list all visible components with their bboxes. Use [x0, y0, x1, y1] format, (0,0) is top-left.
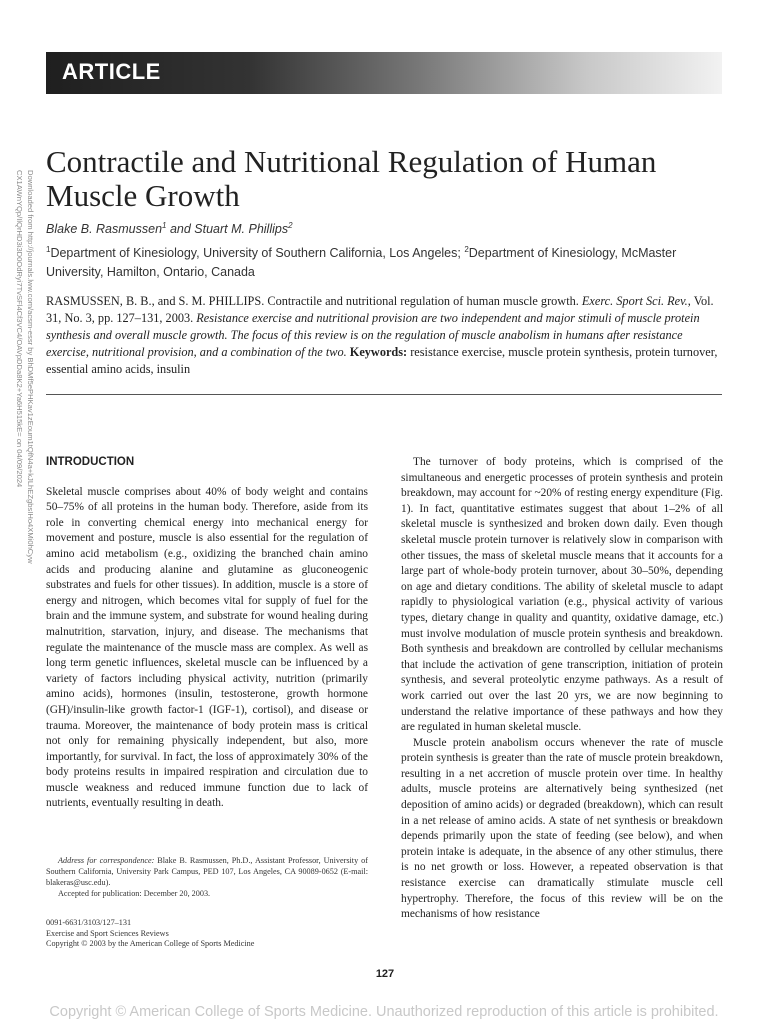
affiliation-1-mark: 1 — [46, 244, 51, 254]
keywords: resistance exercise, muscle protein synthesis, protein turnover, essential amino acids, insulin — [46, 345, 718, 376]
author-line — [46, 222, 293, 236]
abstract-journal: Exerc. Sport Sci. Rev. — [581, 294, 688, 308]
download-watermark — [6, 170, 36, 1000]
abstract-citation: RASMUSSEN, B. B., and S. M. PHILLIPS. Contractile and nutritional regulation of human muscle growth. — [46, 294, 582, 308]
journal-name: Exercise and Sport Sciences Reviews — [46, 928, 169, 938]
correspondence-label: Address for correspondence: — [58, 856, 155, 865]
article-banner — [46, 52, 722, 94]
download-watermark-line-1: Downloaded from http://journals.lww.com/acsm-essr by BhDMf5ePHKav1zEoum1tQfN4a+kJLhEZgbsIHo4XMi0hCyw — [26, 170, 35, 564]
author-1: Blake B. Rasmussen — [46, 222, 163, 236]
abstract-divider — [46, 394, 722, 395]
abstract-volume: , Vol. 31, No. 3, pp. 127–131, 2003. — [46, 294, 714, 325]
keywords-label: Keywords: — [346, 345, 408, 359]
author-2-affiliation-mark: 2 — [288, 220, 293, 230]
article-title: Contractile and Nutritional Regulation of Human Muscle Growth — [46, 144, 657, 213]
introduction-paragraph: Skeletal muscle comprises about 40% of body weight and contains 50–75% of all proteins in the human body. Therefore, aside from its role in converting chemical energy into mechanical energy for movement and posture, muscle is also essential for the regulation of amino acid metabolism (e.g., oxidizing the branched chain amino acids and producing alanine and glutamine as gluconeogenic substrates and fuels for other tissues). In addition, muscle is a store of energy and nitrogen, which becomes vital for supply of fuel for the brain and the immune system, and substrate for wound healing during malnutrition, starvation, injury, and disease. The mechanisms that regulate the maintenance of the muscle mass are complex. As well as long term genetic influences, skeletal muscle can be influenced by a variety of factors including physical activity, nutrition (primarily amino acids), hormones (insulin, testosterone, growth hormone (GH)/insulin-like growth factor-1 (IGF-1), cortisol), and disease or trauma. Moreover, the maintenance of body protein mass is critical not only for remaining physically independent, but also, more importantly, for survival. In fact, the loss of approximately 30% of the body proteins results in impaired respiration and circulation due to muscle weakness and reduced immune function due to lack of nutrients, eventually resulting in death. — [46, 485, 368, 810]
download-watermark-line-2: CX1AWnYQp/IlQrHD3i3D0OdRyi7TvSFl4Cf3VC4/OAVpDDa8K2+Ya6H515kE= on 04/09/2024 — [15, 170, 24, 488]
body-paragraph-1: The turnover of body proteins, which is comprised of the simultaneous and energetic processes of protein synthesis and protein breakdown, may account for ~20% of resting energy expenditure (Fig. 1). In fact, quantitative estimates suggest that about 1–2% of all skeletal muscle is synthesized and broken down daily. Even though skeletal muscle protein turnover is relatively slow in comparison with other tissues, the mass of skeletal muscle means that it accounts for a large part of whole-body protein turnover, about 30–50%, depending on age and dietary conditions. The ability of skeletal muscle to adapt rapidly to physiological variation (e.g., physical activity of various types, dietary change in quality and quantity, oxidative damage, etc.) must involve modulation of muscle protein synthesis and breakdown. Both synthesis and breakdown are controlled by cellular mechanisms that include the activation of gene transcription, initiation of protein synthesis, and several proteolytic enzyme pathways. As a result of work carried out over the last 20 yrs, we are now beginning to understand the relative importance of these pathways and how they are regulated in human skeletal muscle. — [401, 456, 723, 734]
author-2: Stuart M. Phillips — [194, 222, 289, 236]
correspondence-text: Blake B. Rasmussen, Ph.D., Assistant Professor, University of Southern California, University Park Campus, PED 107, Los Angeles, CA 90089-0652 (E-mail: blakeras@usc.edu). — [46, 856, 368, 887]
affiliations — [46, 244, 726, 282]
correspondence-address — [46, 855, 368, 888]
correspondence-footnote — [46, 855, 368, 899]
accepted-date: Accepted for publication: December 20, 2003. — [58, 889, 211, 898]
publication-code: 0091-6631/3103/127–131 — [46, 918, 132, 927]
abstract-body: Resistance exercise and nutritional provision are two independent and major stimuli of muscle protein synthesis and overall muscle growth. The focus of this review is on the regulation of muscle anabolism in humans after resistance exercise, nutritional provision, and a combination of the two. — [46, 311, 700, 359]
author-conjunction: and — [166, 222, 195, 236]
author-1-affiliation-mark: 1 — [162, 220, 167, 230]
right-column — [401, 455, 723, 923]
left-column — [46, 455, 368, 812]
affiliation-2: Department of Kinesiology, McMaster University, Hamilton, Ontario, Canada — [46, 246, 677, 279]
abstract — [46, 293, 726, 378]
copyright-notice: Copyright © American College of Sports Medicine. Unauthorized reproduction of this article is prohibited. — [49, 1004, 719, 1020]
publication-info — [46, 918, 368, 950]
journal-copyright: Copyright © 2003 by the American College of Sports Medicine — [46, 939, 255, 948]
affiliation-2-mark: 2 — [464, 244, 469, 254]
affiliation-1: Department of Kinesiology, University of Southern California, Los Angeles; — [50, 246, 465, 260]
article-label: ARTICLE — [62, 59, 161, 84]
body-paragraph-2: Muscle protein anabolism occurs whenever the rate of muscle protein synthesis is greater than the rate of muscle protein breakdown, resulting in a net accretion of muscle protein over time. In healthy adults, muscle proteins are alternatively being synthesized (net deposition of amino acids) or degraded (breakdown), which can result in a net release of amino acids. A state of net synthesis or breakdown depends primarily upon the state of feeding (see below), and when protein intake is adequate, in the absence of any other stimulus, there is no net growth or loss. However, a repeated observation is that resistance exercise can dramatically stimulate muscle cell hypertrophy. Therefore, the focus of this review will be on the mechanisms of how resistance — [401, 736, 723, 921]
page-number: 127 — [375, 968, 395, 980]
introduction-heading: INTRODUCTION — [46, 456, 135, 468]
